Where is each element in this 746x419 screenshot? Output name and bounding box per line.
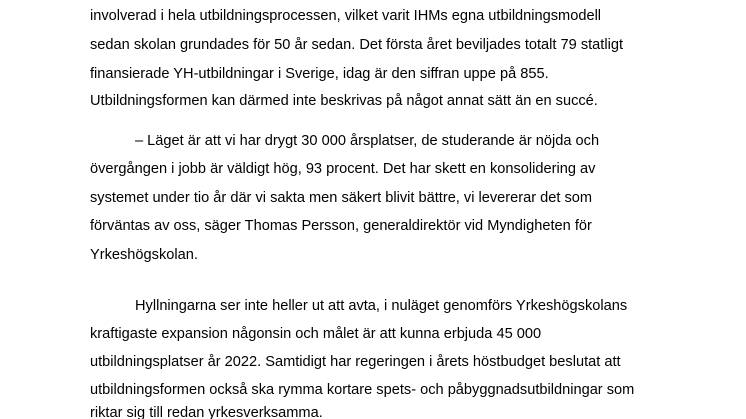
paragraph-3-line-4: utbildningsformen också ska rymma kortare spets- och påbyggnadsutbildningar som (90, 382, 635, 398)
paragraph-3-line-3: utbildningsplatser år 2022. Samtidigt har regeringen i årets höstbudget beslutat att (90, 354, 621, 370)
paragraph-3-line-2: kraftigaste expansion någonsin och målet är att kunna erbjuda 45 000 (90, 326, 542, 342)
paragraph-1-line-1: involverad i hela utbildningsprocessen, vilket varit IHMs egna utbildningsmodell (90, 8, 602, 24)
paragraph-2-line-4: förväntas av oss, säger Thomas Persson, generaldirektör vid Myndigheten för (90, 218, 592, 234)
paragraph-3-line-5: riktar sig till redan yrkesverksamma. (90, 405, 323, 419)
paragraph-1-line-3: finansierade YH-utbildningar i Sverige, idag är den siffran uppe på 855. (90, 66, 549, 82)
paragraph-1-line-4: Utbildningsformen kan därmed inte beskrivas på något annat sätt än en succé. (90, 93, 598, 109)
paragraph-2-line-2: övergången i jobb är väldigt hög, 93 procent. Det har skett en konsolidering av (90, 161, 596, 177)
paragraph-2-line-5: Yrkeshögskolan. (90, 247, 198, 263)
paragraph-2-line-3: systemet under tio år där vi sakta men säkert blivit bättre, vi levererar det som (90, 190, 593, 206)
paragraph-3-line-1: Hyllningarna ser inte heller ut att avta, i nuläget genomförs Yrkeshögskolans (135, 298, 628, 314)
paragraph-1-line-2: sedan skolan grundades för 50 år sedan. Det första året beviljades totalt 79 statligt (90, 37, 623, 53)
paragraph-2-line-1: – Läget är att vi har drygt 30 000 årsplatser, de studerande är nöjda och (135, 133, 600, 149)
